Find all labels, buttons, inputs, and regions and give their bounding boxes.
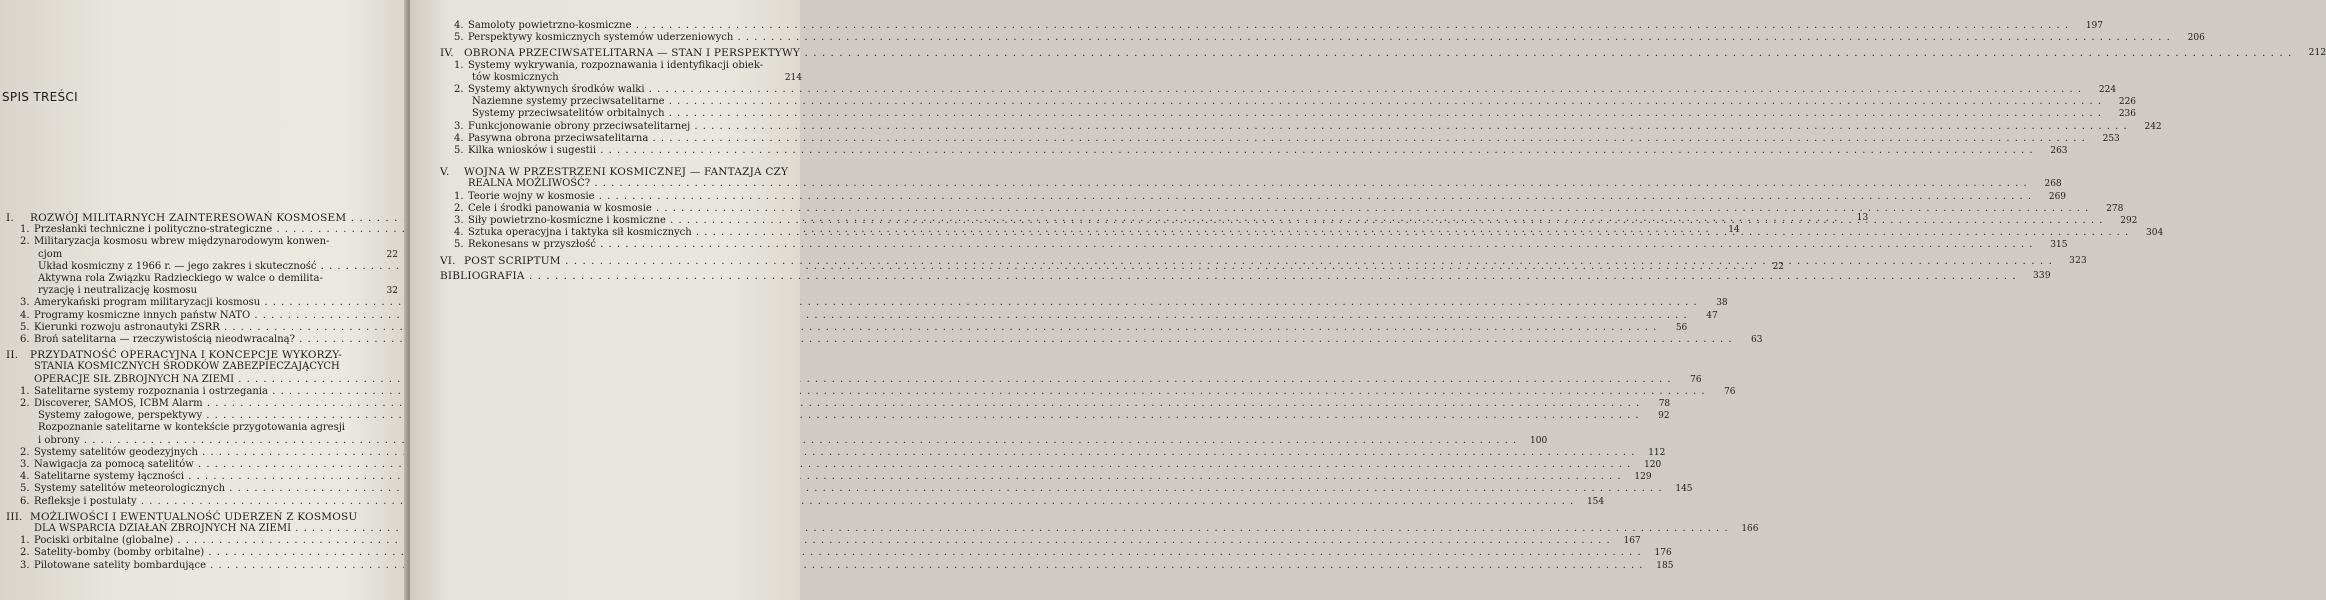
toc-entry [6, 483, 1693, 495]
toc-entry [440, 96, 2137, 108]
toc-entry-title: Discoverer, SAMOS, ICBM Alarm [34, 398, 203, 410]
toc-entry [440, 120, 2162, 133]
toc-entry [6, 373, 1702, 386]
toc-entry [6, 434, 1548, 447]
toc-entry-title: Rozpoznanie satelitarne w kontekście przygotowania agresji [38, 422, 346, 434]
contents-heading: SPIS TREŚCI [2, 90, 78, 104]
toc-entry-number: 4. [454, 227, 464, 239]
toc-entry-page: 176 [1654, 548, 1672, 559]
toc-entry-title: Programy kosmiczne innych państw NATO [34, 309, 251, 321]
toc-entry-page: 226 [2118, 97, 2137, 108]
toc-entry-title: cjom [38, 248, 63, 260]
toc-entry [6, 511, 398, 523]
toc-entry-title: PRZYDATNOŚĆ OPERACYJNA I KONCEPCJE WYKORZY- [30, 349, 342, 362]
toc-entry [6, 334, 1763, 346]
toc-entry-title: Refleksje i postulaty [34, 495, 137, 507]
toc-entry-title: Broń satelitarna — rzeczywistością nieodwracalną? [34, 334, 296, 346]
toc-entry-title: Układ kosmiczny z 1966 r. — jego zakres i skuteczność [38, 260, 317, 272]
toc-entry-title: ROZWÓJ MILITARNYCH ZAINTERESOWAŃ KOSMOSEM [30, 212, 347, 224]
toc-entry-page: 278 [2106, 203, 2124, 214]
toc-entry-number: 5. [20, 321, 30, 333]
toc-entry-page: 32 [386, 286, 398, 297]
toc-entry-title: Pasywna obrona przeciwsatelitarna [468, 132, 649, 144]
toc-entry [440, 239, 2068, 251]
toc-entry-number: 5. [20, 483, 30, 495]
toc-entry-title: Pilotowane satelity bombardujące [34, 559, 206, 571]
toc-entry-page: 167 [1623, 536, 1641, 547]
toc-entry-number: 3. [20, 459, 30, 471]
toc-entry-title: i obrony [38, 434, 80, 446]
toc-entry-page: 185 [1656, 560, 1674, 571]
toc-entry [440, 166, 802, 178]
toc-entry [6, 249, 398, 261]
toc-entry-page: 56 [1675, 322, 1688, 333]
toc-entry-number: 4. [454, 20, 464, 31]
toc-entry [440, 145, 2068, 157]
toc-entry-title: Satelitarne systemy łączności [34, 471, 185, 483]
toc-entry-title: Kilka wniosków i sugestii [468, 145, 597, 157]
toc-entry-title: Sztuka operacyjna i taktyka sił kosmicznych [468, 227, 692, 239]
toc-entry-title: Systemy satelitów meteorologicznych [34, 483, 226, 495]
toc-entry-page: 253 [2102, 133, 2120, 144]
toc-entry-page: 269 [2048, 191, 2067, 202]
toc-entry-number: 5. [454, 145, 464, 157]
toc-entry [6, 446, 1666, 459]
toc-entry-page: 76 [1690, 374, 1702, 385]
toc-entry-page: 292 [2120, 216, 2138, 227]
toc-entry-title: Funkcjonowanie obrony przeciwsatelitarnej [468, 120, 691, 132]
toc-entry-page: 47 [1706, 310, 1718, 321]
toc-entry [440, 84, 2117, 96]
toc-entry [6, 559, 1674, 572]
toc-entry-page: 224 [2098, 85, 2117, 96]
toc-entry-page: 236 [2118, 109, 2137, 120]
toc-entry-number: V. [440, 166, 450, 179]
toc-entry [440, 60, 802, 72]
toc-entry [440, 47, 2326, 60]
toc-entry-number: 5. [454, 239, 464, 251]
toc-entry [6, 321, 1688, 334]
toc-entry-page: 242 [2144, 121, 2162, 132]
toc-entry-title: POST SCRIPTUM [464, 254, 561, 267]
toc-entry [6, 361, 398, 373]
toc-entry [6, 385, 1736, 398]
toc-entry-number: 6. [20, 495, 30, 507]
toc-entry-page: 22 [386, 249, 398, 260]
toc-entry [6, 285, 398, 297]
toc-entry-title: OPERACJE SIŁ ZBROJNYCH NA ZIEMI [34, 373, 235, 385]
toc-entry-number: 4. [20, 309, 30, 321]
toc-entry-number: 4. [454, 132, 464, 144]
toc-entry-page: 92 [1658, 411, 1670, 422]
toc-entry-title: Naziemne systemy przeciwsatelitarne [472, 96, 665, 108]
toc-entry [6, 410, 1670, 422]
toc-entry [6, 349, 398, 361]
toc-entry-title: Satelitarne systemy rozpoznania i ostrzegania [34, 385, 269, 397]
toc-entry [6, 471, 1652, 483]
toc-entry-number: 5. [454, 32, 464, 44]
toc-entry [6, 495, 1605, 508]
toc-entry [440, 190, 2067, 203]
toc-entry-number: 2. [20, 236, 30, 248]
toc-entry-page: 166 [1741, 524, 1759, 535]
toc-entry-title: ryzację i neutralizację kosmosu [38, 285, 198, 297]
toc-entry-page: 206 [2187, 33, 2205, 44]
toc-entry [6, 547, 1672, 559]
toc-entry [440, 178, 2062, 190]
toc-entry-number: 2. [20, 547, 30, 559]
toc-entry-number: I. [6, 212, 14, 224]
toc-entry-title: Kierunki rozwoju astronautyki ZSRR [34, 321, 220, 333]
toc-entry-number: 1. [20, 535, 30, 547]
toc-entry-title: Satelity-bomby (bomby orbitalne) [34, 547, 205, 559]
toc-entry-title: Przesłanki techniczne i polityczno-strategiczne [34, 224, 273, 236]
toc-entry-page: 268 [2044, 179, 2062, 190]
toc-entry-number: 1. [20, 385, 30, 397]
toc-entry-title: Samoloty powietrzno-kosmiczne [468, 20, 632, 31]
toc-entry-number: 3. [454, 215, 464, 227]
toc-entry [440, 20, 2103, 32]
toc-entry-title: Teorie wojny w kosmosie [468, 190, 595, 202]
toc-entry-title: Systemy satelitów geodezyjnych [34, 446, 198, 458]
toc-entry-title: Systemy załogowe, perspektywy [38, 410, 203, 422]
toc-entry-page: 304 [2146, 228, 2164, 239]
toc-entry-title: STANIA KOSMICZNYCH ŚRODKÓW ZABEZPIECZAJĄCYCH [34, 361, 340, 373]
toc-entry [440, 202, 2124, 215]
toc-entry-page: 214 [784, 72, 802, 83]
toc-entry-page: 22 [1772, 261, 1785, 272]
toc-entry [6, 236, 398, 248]
toc-entry-page: 120 [1644, 460, 1662, 471]
toc-entry [440, 32, 2205, 44]
toc-entry [6, 297, 1728, 309]
toc-entry-title: Systemy przeciwsatelitów orbitalnych [472, 108, 665, 120]
toc-entry [6, 422, 398, 434]
toc-entry-number: VI. [440, 254, 456, 267]
toc-entry-title: Cele i środki panowania w kosmosie [468, 202, 652, 214]
toc-entry-page: 13 [1856, 213, 1869, 223]
toc-entry-title: Perspektywy kosmicznych systemów uderzeniowych [468, 32, 734, 44]
toc-entry-page: 112 [1648, 447, 1666, 458]
toc-entry-page: 129 [1634, 472, 1652, 483]
toc-entry-page: 78 [1658, 399, 1671, 410]
toc-entry-title: Aktywna rola Związku Radzieckiego w walce o demilita- [38, 273, 323, 285]
toc-entry [6, 398, 1671, 410]
toc-entry [440, 269, 2051, 282]
toc-entry [440, 157, 802, 163]
toc-entry-page: 145 [1675, 484, 1693, 495]
toc-entry [6, 459, 1662, 471]
toc-entry-title: Militaryzacja kosmosu wbrew międzynarodowym konwen- [34, 236, 330, 248]
toc-entry-number: 6. [20, 334, 30, 346]
toc-entry-number: 3. [454, 120, 464, 132]
toc-entry-title: DLA WSPARCIA DZIAŁAŃ ZBROJNYCH NA ZIEMI [34, 523, 292, 535]
toc-entry-title: REALNA MOŻLIWOŚĆ? [468, 178, 591, 190]
toc-entry-number: 1. [454, 190, 464, 202]
toc-entry-page: 38 [1716, 298, 1728, 309]
toc-entry-number: 2. [454, 84, 464, 96]
toc-entry-title: BIBLIOGRAFIA [440, 269, 525, 282]
toc-entry-page: 14 [1728, 225, 1740, 236]
toc-entry-title: Amerykański program militaryzacji kosmosu [34, 297, 261, 309]
toc-entry-page: 315 [2050, 240, 2068, 251]
toc-entry-page: 323 [2069, 255, 2087, 266]
toc-entry-page: 263 [2050, 146, 2068, 157]
toc-entry-title: WOJNA W PRZESTRZENI KOSMICZNEJ — FANTAZJA CZY [464, 166, 789, 179]
toc-entry-number: II. [6, 349, 19, 362]
toc-entry-title: MOŻLIWOŚCI I EWENTUALNOŚĆ UDERZEŃ Z KOSMOSU [30, 510, 358, 523]
toc-entry-number: III. [6, 510, 23, 523]
toc-entry-page: 197 [2085, 21, 2103, 31]
toc-entry [6, 535, 1641, 547]
toc-entry-title: Systemy aktywnych środków walki [468, 84, 645, 96]
toc-entry-number: 2. [20, 446, 30, 458]
toc-entry [6, 273, 398, 285]
toc-entry-page: 154 [1586, 496, 1605, 507]
toc-entry-title: OBRONA PRZECIWSATELITARNA — STAN I PERSPEKTYWY [464, 47, 801, 60]
toc-entry-title: Rekonesans w przyszłość [468, 239, 596, 251]
toc-entry-number: 1. [454, 59, 464, 71]
toc-entry-number: 3. [20, 559, 30, 571]
toc-entry-number: 1. [20, 224, 30, 236]
toc-entry-page: 63 [1751, 335, 1763, 346]
toc-entry-number: 2. [20, 398, 30, 410]
toc-entry-title: tów kosmicznych [472, 71, 559, 83]
toc-entry-title: Systemy wykrywania, rozpoznawania i identyfikacji obiek- [468, 59, 764, 71]
toc-entry-page: 76 [1724, 386, 1736, 397]
toc-entry [440, 108, 2137, 120]
toc-entry-number: 4. [20, 471, 30, 483]
toc-entry-page: 100 [1530, 435, 1548, 446]
toc-entry-number: 3. [20, 297, 30, 309]
toc-entry-number: IV. [440, 47, 454, 60]
toc-entry [6, 523, 1759, 535]
toc-entry-page: 212 [2308, 48, 2326, 59]
toc-entry-title: Nawigacja za pomocą satelitów [34, 459, 194, 471]
toc-entry-title: Siły powietrzno-kosmiczne i kosmiczne [468, 215, 666, 227]
toc-entry-title: Pociski orbitalne (globalne) [34, 535, 174, 547]
toc-entry [440, 132, 2120, 145]
toc-entry [440, 72, 802, 84]
toc-entry [6, 309, 1718, 322]
toc-entry-page: 339 [2032, 270, 2051, 281]
toc-entry-number: 2. [454, 202, 464, 214]
